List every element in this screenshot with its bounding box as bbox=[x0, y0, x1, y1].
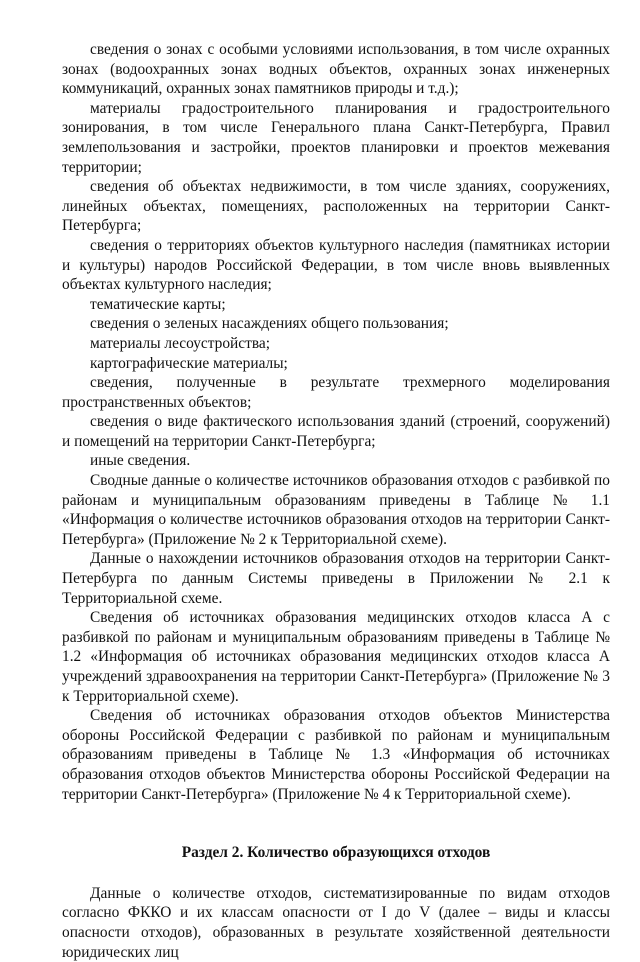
paragraph: материалы градостроительного планирования и градостроительного зонирования, в том числе Генерального плана Санкт-Петербурга, Правил землепользования и застройки, проектов планировки и проектов межевания территории; bbox=[62, 99, 610, 176]
paragraph: сведения о виде фактического использования зданий (строений, сооружений) и помещений на территории Санкт-Петербурга; bbox=[62, 413, 610, 450]
paragraph: иные сведения. bbox=[90, 452, 191, 470]
spacer bbox=[62, 804, 610, 843]
paragraph: сведения о территориях объектов культурного наследия (памятниках истории и культуры) народов Российской Федерации, в том числе вновь выявленных объектах культурного наследия; bbox=[62, 236, 610, 294]
paragraph: Данные о нахождении источников образования отходов на территории Санкт-Петербурга по данным Системы приведены в Приложении № 2.1 к Территориальной схеме. bbox=[62, 550, 610, 607]
paragraph: Сведения об источниках образования медицинских отходов класса А с разбивкой по районам и муниципальным образованиям приведены в Таблице № 1.2 «Информация об источниках образования медицинских отходов класса А учреждений здравоохранения на территории Санкт-Петербурга» (Приложение № 3 к Территориальной схеме). bbox=[62, 609, 610, 705]
paragraph: материалы лесоустройства; bbox=[90, 334, 271, 352]
spacer bbox=[62, 863, 610, 884]
paragraph: сведения о зеленых насаждениях общего пользования; bbox=[90, 315, 449, 333]
paragraph: Данные о количестве отходов, систематизированные по видам отходов согласно ФККО и их классам опасности от I до V (далее – виды и классы опасности отходов), образованных в результате хозяйственной деятельности юридических лиц bbox=[62, 884, 610, 961]
paragraph: сведения, полученные в результате трехмерного моделирования пространственных объектов; bbox=[62, 374, 610, 411]
paragraph: Сводные данные о количестве источников образования отходов с разбивкой по районам и муниципальным образованиям приведены в Таблице № 1.1 «Информация о количестве источников образования отходов на территории Санкт-Петербурга» (Приложение № 2 к Территориальной схеме). bbox=[62, 472, 610, 548]
paragraph: тематические карты; bbox=[90, 295, 226, 313]
document-page bbox=[62, 40, 610, 962]
paragraph: картографические материалы; bbox=[90, 354, 288, 372]
paragraph: сведения об объектах недвижимости, в том числе зданиях, сооружениях, линейных объектах, помещениях, расположенных на территории Санкт-Петербурга; bbox=[62, 178, 610, 235]
section-heading: Раздел 2. Количество образующихся отходов bbox=[181, 844, 491, 862]
paragraph: Сведения об источниках образования отходов объектов Министерства обороны Российской Федерации с разбивкой по районам и муниципальным образованиям приведены в Таблице № 1.3 «Информация об источниках образования отходов объектов Министерства обороны Российской Федерации на территории Санкт-Петербурга» (Приложение № 4 к Территориальной схеме). bbox=[62, 707, 610, 803]
paragraph: сведения о зонах с особыми условиями использования, в том числе охранных зонах (водоохранных зонах водных объектов, охранных зонах инженерных коммуникаций, охранных зонах памятников природы и т.д.); bbox=[62, 41, 610, 98]
